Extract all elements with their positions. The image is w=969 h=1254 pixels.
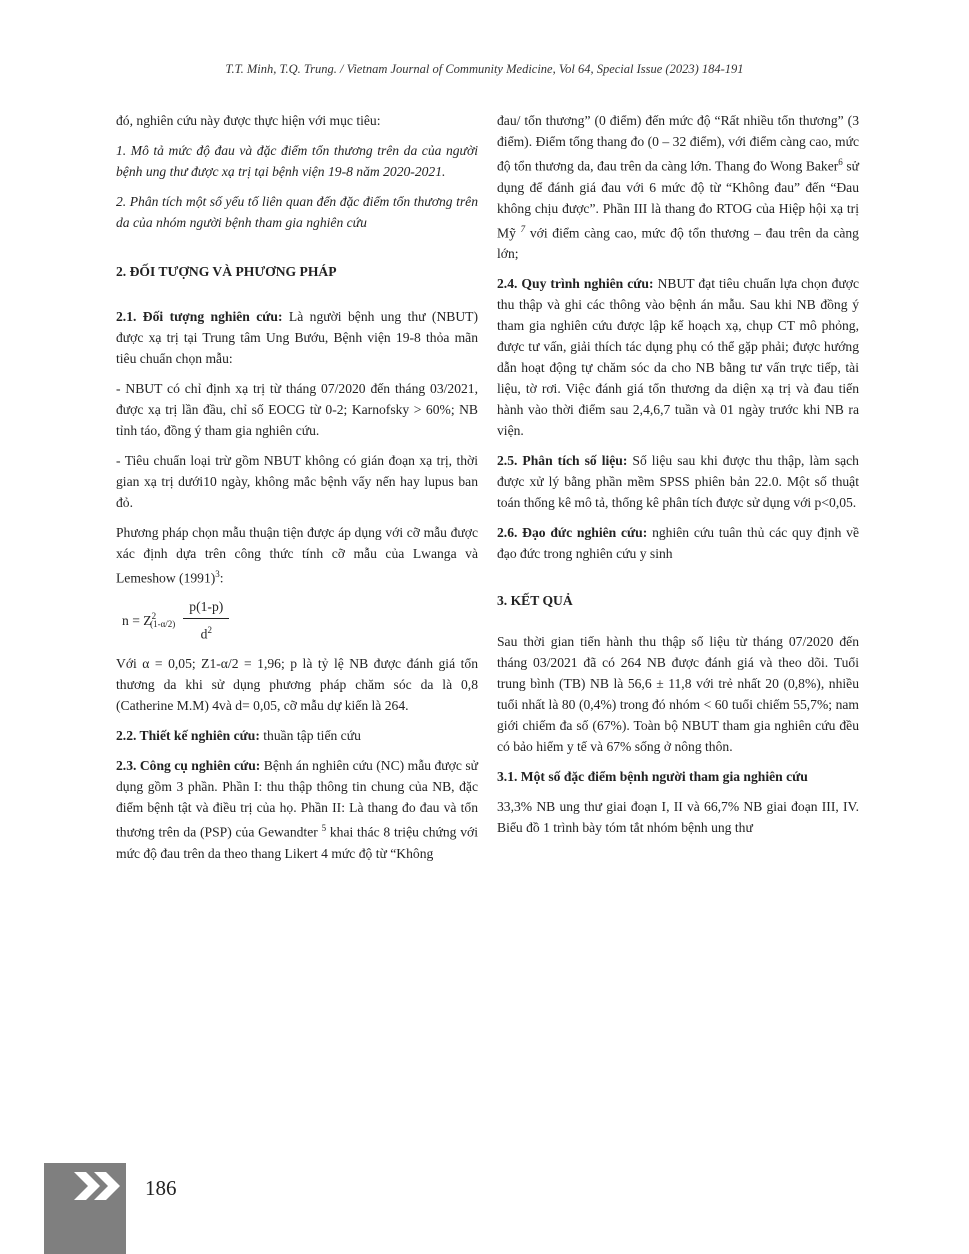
section-2-5-label: 2.5. Phân tích số liệu: [497, 453, 628, 469]
formula-fraction [183, 598, 229, 644]
sample-size-formula [122, 598, 478, 644]
double-chevron-right-icon [74, 1168, 130, 1204]
formula-denominator: d [200, 626, 208, 642]
sampling-ref: 3 [215, 569, 220, 579]
section-2-6-label: 2.6. Đạo đức nghiên cứu: [497, 525, 648, 541]
formula-numerator: p(1-p) [183, 598, 229, 619]
section-2-1 [116, 306, 478, 369]
section-2-3-label: 2.3. Công cụ nghiên cứu: [116, 758, 261, 774]
section-2-4 [497, 273, 859, 441]
section-3-1-heading: 3.1. Một số đặc điểm bệnh người tham gia nghiên cứu [497, 769, 808, 785]
formula-explanation: Với α = 0,05; Z1-α/2 = 1,96; p là tỷ lệ NB được đánh giá tổn thương da khi sử dụng phương pháp chăm sóc da là 0,8 (Catherine M.M) 4và d= 0,05, cỡ mẫu dự kiến là 264. [116, 656, 478, 714]
formula-sub: (1-α/2) [150, 618, 176, 629]
left-column [116, 110, 478, 873]
section-2-5-text: Số liệu sau khi được thu thập, làm sạch được xử lý bằng phần mềm SPSS phiên bản 22.0. Một số thuật toán thống kê mô tả, thống kê phân tích được sử dụng với p<0,05. [497, 453, 859, 511]
section-2-4-label: 2.4. Quy trình nghiên cứu: [497, 276, 654, 292]
running-header: T.T. Minh, T.Q. Trung. / Vietnam Journal of Community Medicine, Vol 64, Special Issue (2023) 184-191 [225, 62, 744, 76]
section-2-1-label: 2.1. Đối tượng nghiên cứu: [116, 309, 283, 324]
formula-lhs: n = Z [122, 612, 152, 628]
intro-text: đó, nghiên cứu này được thực hiện với mục tiêu: [116, 113, 381, 128]
section-3-1-text: 33,3% NB ung thư giai đoạn I, II và 66,7% NB giai đoạn III, IV. Biểu đồ 1 trình bày tóm tắt nhóm bệnh ung thư [497, 799, 859, 836]
section-2-2-text: thuần tập tiến cứu [263, 728, 361, 744]
ref-7: 7 [520, 223, 526, 234]
section-3-heading: 3. KẾT QUẢ [497, 593, 573, 609]
section-2-3-ref: 5 [321, 823, 327, 834]
section-2-2-label: 2.2. Thiết kế nghiên cứu: [116, 728, 260, 744]
formula-sup: 2 [151, 610, 157, 621]
right-column [497, 110, 859, 847]
criterion-exclusion: - Tiêu chuẩn loại trừ gồm NBUT không có gián đoạn xạ trị, thời gian xạ trị dưới10 ngày, không mắc bệnh vẩy nến hay lupus ban đỏ. [116, 453, 478, 510]
section-2-6 [497, 522, 859, 564]
sampling-text [116, 522, 478, 589]
section-2-3 [116, 755, 478, 864]
section-2-5 [497, 450, 859, 513]
page-number: 186 [145, 1176, 177, 1200]
section-2-1-text: Là người bệnh ung thư (NBUT) được xạ trị tại Trung tâm Ung Bướu, Bệnh viện 19-8 thỏa mãn tiêu chuẩn chọn mẫu: [116, 309, 478, 366]
section-2-2 [116, 725, 478, 746]
formula-den-sup: 2 [207, 624, 212, 635]
objective-2: 2. Phân tích một số yếu tố liên quan đến đặc điểm tổn thương trên da của nhóm người bệnh tham gia nghiên cứu [116, 194, 478, 230]
section-2-6-text: nghiên cứu tuân thủ các quy định về đạo đức trong nghiên cứu y sinh [497, 525, 860, 562]
scale-text-a: đau/ tổn thương” (0 điểm) đến mức độ “Rất nhiều tổn thương” (3 điểm). Điểm tổng thang đo (0 – 32 điểm), với điểm càng cao, mức độ tổn thương da, đau trên da càng lớn. Thang đo Wong Baker [497, 113, 859, 174]
sampling-colon: : [219, 570, 224, 586]
formula-denominator-wrap [201, 619, 212, 644]
criterion-inclusion: - NBUT có chỉ định xạ trị từ tháng 07/2020 đến tháng 03/2021, được xạ trị lần đầu, chỉ số EOCG từ 0-2; Karnofsky > 60%; NB tỉnh táo, đồng ý tham gia nghiên cứu. [116, 381, 478, 438]
section-2-3-text-b: khai thác 8 triệu chứng với mức độ đau trên da theo thang Likert 4 mức độ từ “Không [116, 824, 478, 861]
section-2-4-text: NBUT đạt tiêu chuẩn lựa chọn được thu thập và ghi các thông vào bệnh án mẫu. Sau khi NB đồng ý tham gia nghiên cứu được lập kế hoạch xạ, chụp CT mô phỏng, được tư vấn, giải thích tác dụng phụ có thể gặp phải; được hướng dẫn hoạt động tự chăm sóc da cho NB bằng tư vấn trực tiếp, tài liệu, tờ rơi. Việc đánh giá tổn thương da diện xạ trị và đau tiến hành vào thời điểm sau 2,4,6,7 tuần và 01 ngày trước khi NB ra viện. [497, 276, 859, 439]
section-2-heading: 2. ĐỐI TƯỢNG VÀ PHƯƠNG PHÁP [116, 264, 337, 279]
scale-text-c: với điểm càng cao, mức độ tổn thương – đau trên da càng lớn; [497, 225, 859, 262]
section-2-3-text-a: Bệnh án nghiên cứu (NC) mẫu được sử dụng gồm 3 phần. Phần I: thu thập thông tin chung của NB, đặc điểm bệnh tật và điều trị của họ. Phần II: Là thang đo đau và tổn thương trên da (PSP) của Gewandter [116, 758, 478, 840]
scale-text-b: sử dụng để đánh giá đau với 6 mức độ từ “Không đau” đến “Đau không chịu được”. Phần III là thang đo RTOG của Hiệp hội xạ trị Mỹ [497, 158, 859, 241]
results-summary: Sau thời gian tiến hành thu thập số liệu từ tháng 07/2020 đến tháng 03/2021 đã có 264 NB được đánh giá và theo dõi. Tuổi trung bình (TB) NB là 56,6 ± 11,8 với trẻ nhất 20 (0,8%), nhiều tuổi nhất là 80 (0,4%) trong đó nhóm < 60 tuổi chiếm 55,7%; nam giới chiếm đa số (67%). Toàn bộ NBUT tham gia nghiên cứu đều có bảo hiểm y tế và 67% sống ở nông thôn. [497, 634, 859, 755]
scale-description [497, 110, 859, 264]
ref-6: 6 [838, 157, 843, 167]
sampling-body: Phương pháp chọn mẫu thuận tiện được áp dụng với cỡ mẫu được xác định dựa trên công thức tính cỡ mẫu của Lwanga và Lemeshow (1991) [116, 525, 478, 586]
objective-1: 1. Mô tả mức độ đau và đặc điểm tổn thương trên da của người bệnh ung thư được xạ trị tại bệnh viện 19-8 năm 2020-2021. [116, 143, 478, 179]
